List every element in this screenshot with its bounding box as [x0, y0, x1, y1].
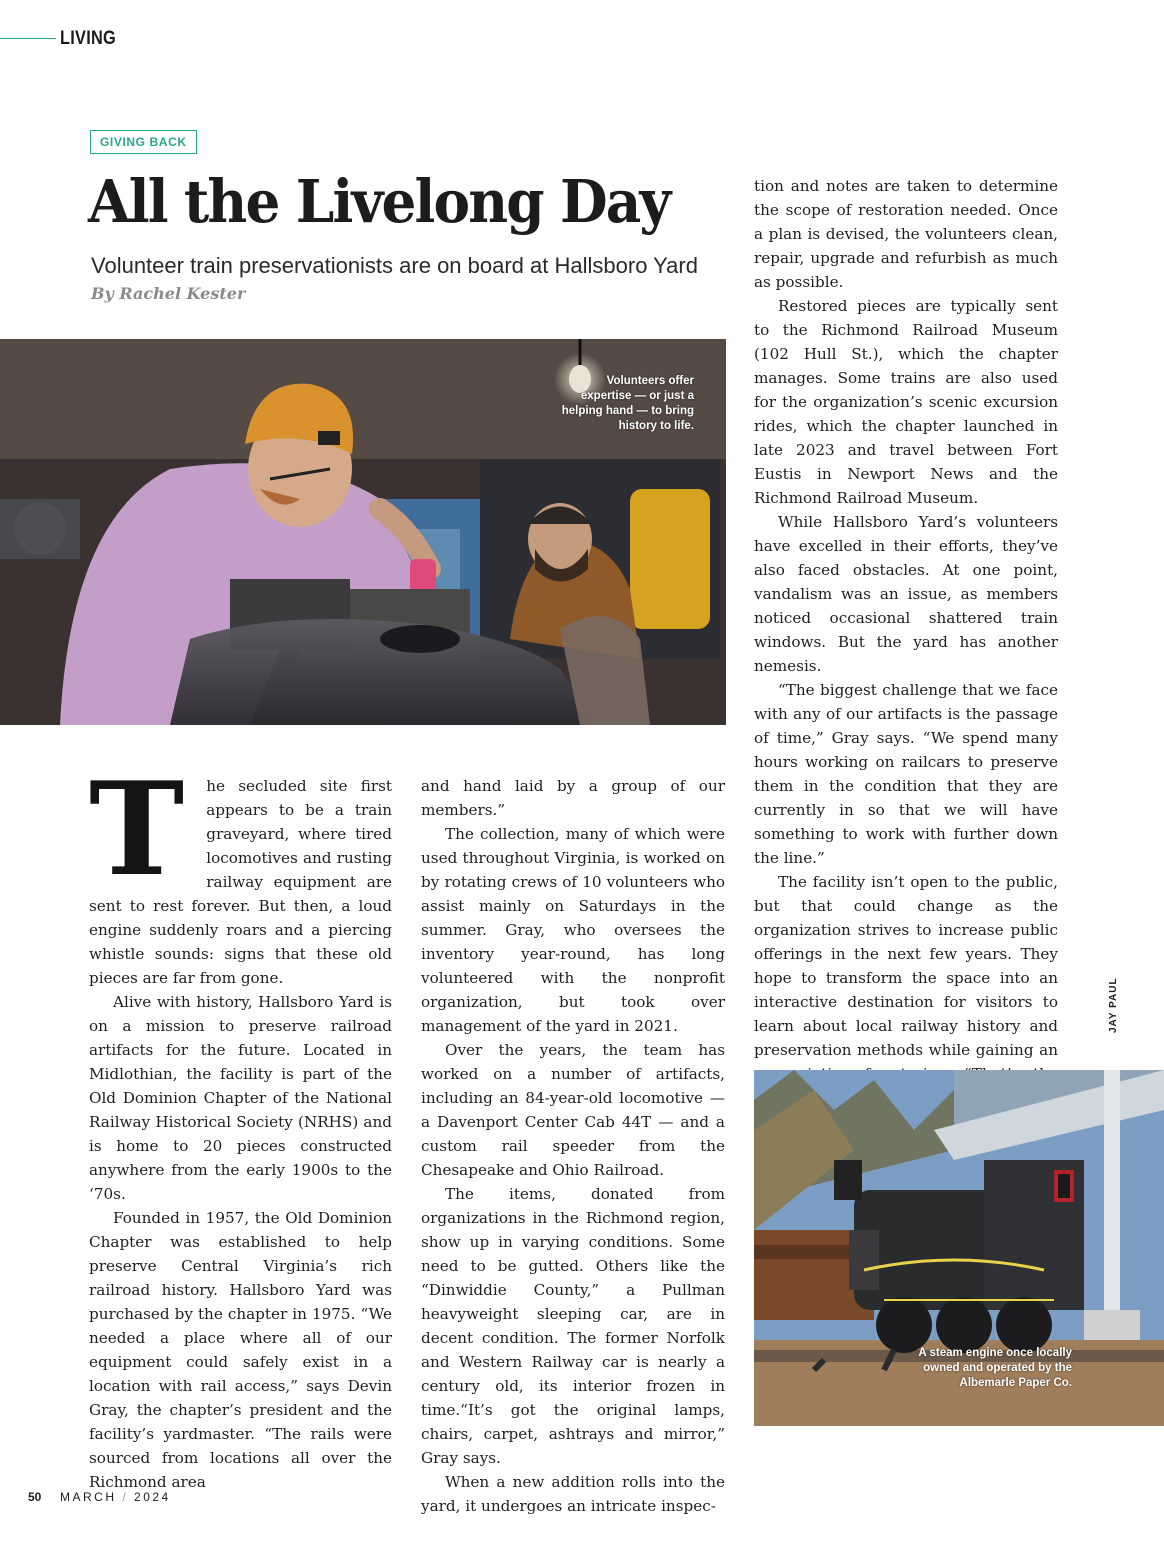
photo-credit: JAY PAUL — [1108, 977, 1119, 1033]
article-column-3 — [754, 174, 1058, 1134]
body-paragraph: The collection, many of which were used throughout Virginia, is worked on by rotating crews of 10 volunteers who assist mainly on Saturdays in the summer. Gray, who oversees the inventory year-round, has long volunteered with the nonprofit organization, but took over management of the yard in 2021. — [421, 825, 725, 1035]
body-paragraph: “The biggest challenge that we face with any of our artifacts is the passage of time,” Gray says. “We spend many hours working on railcars to preserve them in the condition that they are currently in so that we will have something to work with further down the line.” — [754, 681, 1058, 867]
article-column-2 — [421, 774, 725, 1518]
byline: By Rachel Kester — [91, 284, 246, 303]
article-column-1 — [89, 755, 392, 1494]
headline: All the Livelong Day — [88, 167, 670, 236]
drop-cap: T — [89, 755, 185, 905]
body-paragraph: The items, donated from organizations in the Richmond region, show up in varying conditions. Some need to be gutted. Others like the “Dinwiddie County,” a Pullman heavyweight sleeping car, are in decent condition. The former Norfolk and Western Railway car is nearly a century old, its interior frozen in time.“It’s got the original lamps, chairs, carpet, ashtrays and mirror,” Gray says. — [421, 1185, 725, 1467]
photo-caption-top: Volunteers offer expertise — or just a helping hand — to bring history to life. — [561, 375, 694, 432]
section-label: LIVING — [60, 28, 117, 49]
final-paragraph-text: The facility isn’t open to the public, but that could change as the organization strives to increase public offerings in the next few years. They hope to transform the space into an interactive destination for visitors to learn about local railway history and preservation methods while gaining an — [754, 873, 1058, 1059]
body-paragraph: and hand laid by a group of our members.” — [421, 777, 725, 819]
body-paragraph: tion and notes are taken to determine the scope of restoration needed. Once a plan is devised, the volunteers clean, repair, upgrade and refurbish as much as possible. — [754, 177, 1058, 291]
body-paragraph: Alive with history, Hallsboro Yard is on a mission to preserve railroad artifacts for the future. Located in Midlothian, the facility is part of the Old Dominion Chapter of the National Railway Historical Society (NRHS) and is home to 20 pieces constructed anywhere from the early 1900s to the ‘70s. — [89, 993, 392, 1203]
body-paragraph: he secluded site first appears to be a train graveyard, where tired locomotives and rusting railway equipment are sent to rest forever. But then, a loud engine suddenly roars and a piercing whistle sounds: signs that these old pieces are far from gone. — [89, 777, 392, 987]
issue-month: MARCH — [60, 1490, 117, 1504]
kicker-label: GIVING BACK — [90, 130, 197, 154]
dek: Volunteer train preservationists are on board at Hallsboro Yard — [91, 253, 698, 278]
page-number: 50 — [28, 1490, 42, 1504]
body-paragraph: While Hallsboro Yard’s volunteers have excelled in their efforts, they’ve also faced obstacles. At one point, vandalism was an issue, as members noticed occasional shattered train windows. But the yard has another nemesis. — [754, 513, 1058, 675]
body-paragraph: Over the years, the team has worked on a number of artifacts, including an 84-year-old locomotive — a Davenport Center Cab 44T — and a custom rail speeder from the Chesapeake and Ohio Railroad. — [421, 1041, 725, 1179]
issue-date — [60, 1490, 171, 1504]
section-rule — [0, 38, 56, 39]
photo-caption-bottom: A steam engine once locally owned and operated by the Albemarle Paper Co. — [918, 1347, 1072, 1389]
issue-year: 2024 — [134, 1490, 171, 1504]
issue-separator: / — [116, 1490, 135, 1504]
body-paragraph: When a new addition rolls into the yard, it undergoes an intricate inspec- — [421, 1473, 725, 1515]
body-paragraph: Restored pieces are typically sent to the Richmond Railroad Museum (102 Hull St.), which the chapter manages. Some trains are also used for the organization’s scenic excursion rides, which the chapter launched in late 2023 and travel between Fort Eustis in Newport News and the Richmond Railroad Museum. — [754, 297, 1058, 507]
body-paragraph: Founded in 1957, the Old Dominion Chapter was established to help preserve Central Virginia’s rich railroad history. Hallsboro Yard was purchased by the chapter in 1975. “We needed a place where all of our equipment could safely exist in a location with rail access,” says Devin Gray, the chapter’s president and the facility’s yardmaster. “The rails were sourced from locations all over the Richmond area — [89, 1209, 392, 1491]
